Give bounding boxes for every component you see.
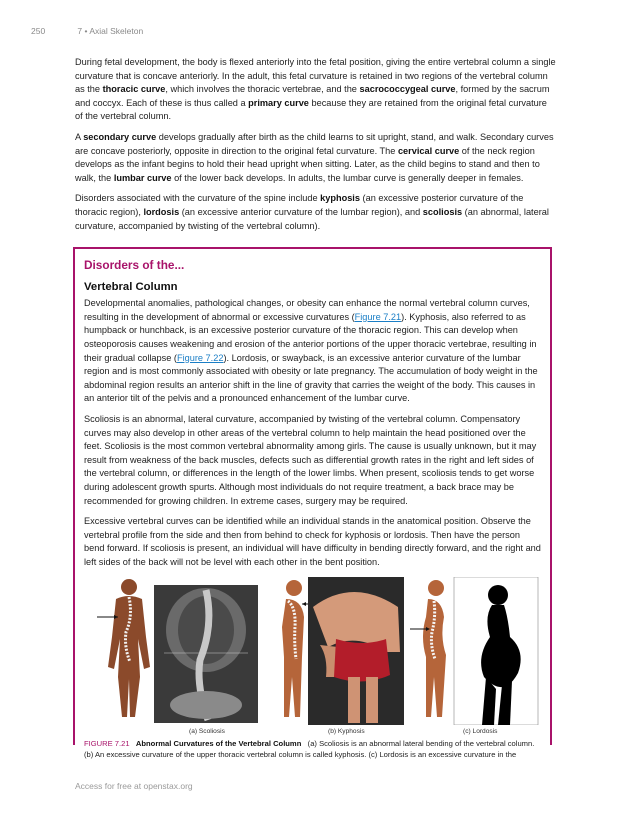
caption-kyphosis: (b) Kyphosis — [328, 728, 365, 736]
term-thoracic-curve: thoracic curve — [102, 84, 166, 95]
disorders-feature-box — [73, 247, 552, 759]
scoliosis-xray — [154, 585, 258, 723]
figure-caption — [84, 739, 541, 760]
paragraph-primary-curve: During fetal development, the body is flexed anteriorly into the fetal position, giving the entire vertebral column a single curvature that is concave anteriorly. In the adult, this fetal curvature is retained in two regions of the vertebral column as the thoracic curve, which involves the thoracic vertebrae, and the sacrococcygeal curve, formed by the sacrum and coccyx. Each of these is thus called a primary curve because they are retained from the original fetal curvature of the vertebral column. — [75, 57, 556, 122]
feature-paragraph-2: Scoliosis is an abnormal, lateral curvature, accompanied by twisting of the vertebral column. Compensatory curves may also develop in other areas of the vertebral column to help maintain the head positioned over the feet. Scoliosis is the most common vertebral abnormality among girls. The cause is usually unknown, but it may result from weakness of the back muscles, defects such as differential growth rates in the right and left sides of the vertebral column, or differences in the length of the lower limbs. When present, scoliosis tends to get worse during adolescent growth spurts. Although most individuals do not require treatment, a back brace may be recommended for growing children. In extreme cases, surgery may be required. — [84, 413, 537, 506]
term-cervical-curve: cervical curve — [397, 145, 460, 156]
caption-scoliosis: (a) Scoliosis — [189, 728, 225, 736]
main-text — [75, 56, 557, 240]
paragraph-secondary-curve: A secondary curve develops gradually after birth as the child learns to sit upright, stand, and walk. Secondary curves are concave posteriorly, opposite in direction to the original fetal curvature. The cervical curve of the neck region develops as the infant begins to hold their head upright when sitting. Later, as the child begins to stand and then to walk, the lumbar curve of the lower back develops. In adults, the lumbar curve is generally deeper in females. — [75, 131, 554, 183]
term-secondary-curve: secondary curve — [83, 131, 157, 142]
term-lordosis: lordosis — [143, 206, 180, 217]
figure-description: (a) Scoliosis is an abnormal lateral bending of the vertebral column. (b) An excessive curvature of the upper thoracic vertebral column is called kyphosis. (c) Lordosis is an excessive curvature in the — [84, 739, 535, 759]
chapter-title: 7 • Axial Skeleton — [77, 26, 144, 36]
figure-label: FIGURE 7.21 — [84, 739, 130, 749]
kyphosis-photo — [308, 577, 404, 725]
term-scoliosis: scoliosis — [422, 206, 463, 217]
figure-7-21-images — [84, 577, 541, 725]
term-lumbar-curve: lumbar curve — [113, 172, 172, 183]
term-primary-curve: primary curve — [248, 97, 309, 108]
term-kyphosis: kyphosis — [320, 193, 360, 204]
feature-title: Disorders of the... — [84, 258, 185, 272]
page-footer: Access for free at openstax.org — [75, 781, 193, 791]
scoliosis-figure — [97, 579, 150, 717]
figure-illustrations — [84, 577, 545, 725]
feature-paragraph-1: Developmental anomalies, pathological changes, or obesity can enhance the normal vertebral column curves, resulting in the development of abnormal or excessive curvatures (Figure 7.21). Kyphosis, also referred to as humpback or hunchback, is an excessive posterior curvature of the thoracic region. This can develop when osteoporosis causes weakening and erosion of the anterior portions of the upper thoracic vertebrae, resulting in their gradual collapse (Figure 7.22). Lordosis, or swayback, is an excessive anterior curvature of the lumbar region and is most commonly associated with obesity or late pregnancy. The accumulation of body weight in the abdominal region results an anterior shift in the line of gravity that carries the weight of the body. This causes in an anterior tilt of the pelvis and a pronounced enhancement of the lumbar curve. — [84, 298, 538, 404]
caption-lordosis: (c) Lordosis — [463, 728, 498, 736]
feature-paragraph-3: Excessive vertebral curves can be identified while an individual stands in the anatomical position. Observe the vertebral profile from the side and then from behind to check for kyphosis or lordosis. Then have the person bend forward. If scoliosis is present, an individual will have difficulty in bending directly forward, and the right and left sides of the back will not be level with each other in the bent position. — [84, 516, 541, 567]
figure-title: Abnormal Curvatures of the Vertebral Column — [135, 739, 302, 749]
paragraph-disorders: Disorders associated with the curvature of the spine include kyphosis (an excessive posterior curvature of the thoracic region), lordosis (an excessive anterior curvature of the lumbar region), and scoliosis (an abnormal, lateral curvature, accompanied by twisting of the vertebral column). — [75, 193, 549, 231]
figure-7-22-link[interactable]: Figure 7.22 — [176, 352, 224, 363]
page-header — [31, 26, 143, 36]
figure-7-21-link[interactable]: Figure 7.21 — [354, 311, 402, 322]
figure-part-captions — [84, 725, 541, 737]
lordosis-figure — [410, 580, 446, 717]
lordosis-silhouette — [454, 577, 538, 725]
term-sacrococcygeal-curve: sacrococcygeal curve — [359, 84, 456, 95]
feature-subtitle: Vertebral Column — [84, 280, 178, 293]
page-number: 250 — [31, 26, 46, 36]
